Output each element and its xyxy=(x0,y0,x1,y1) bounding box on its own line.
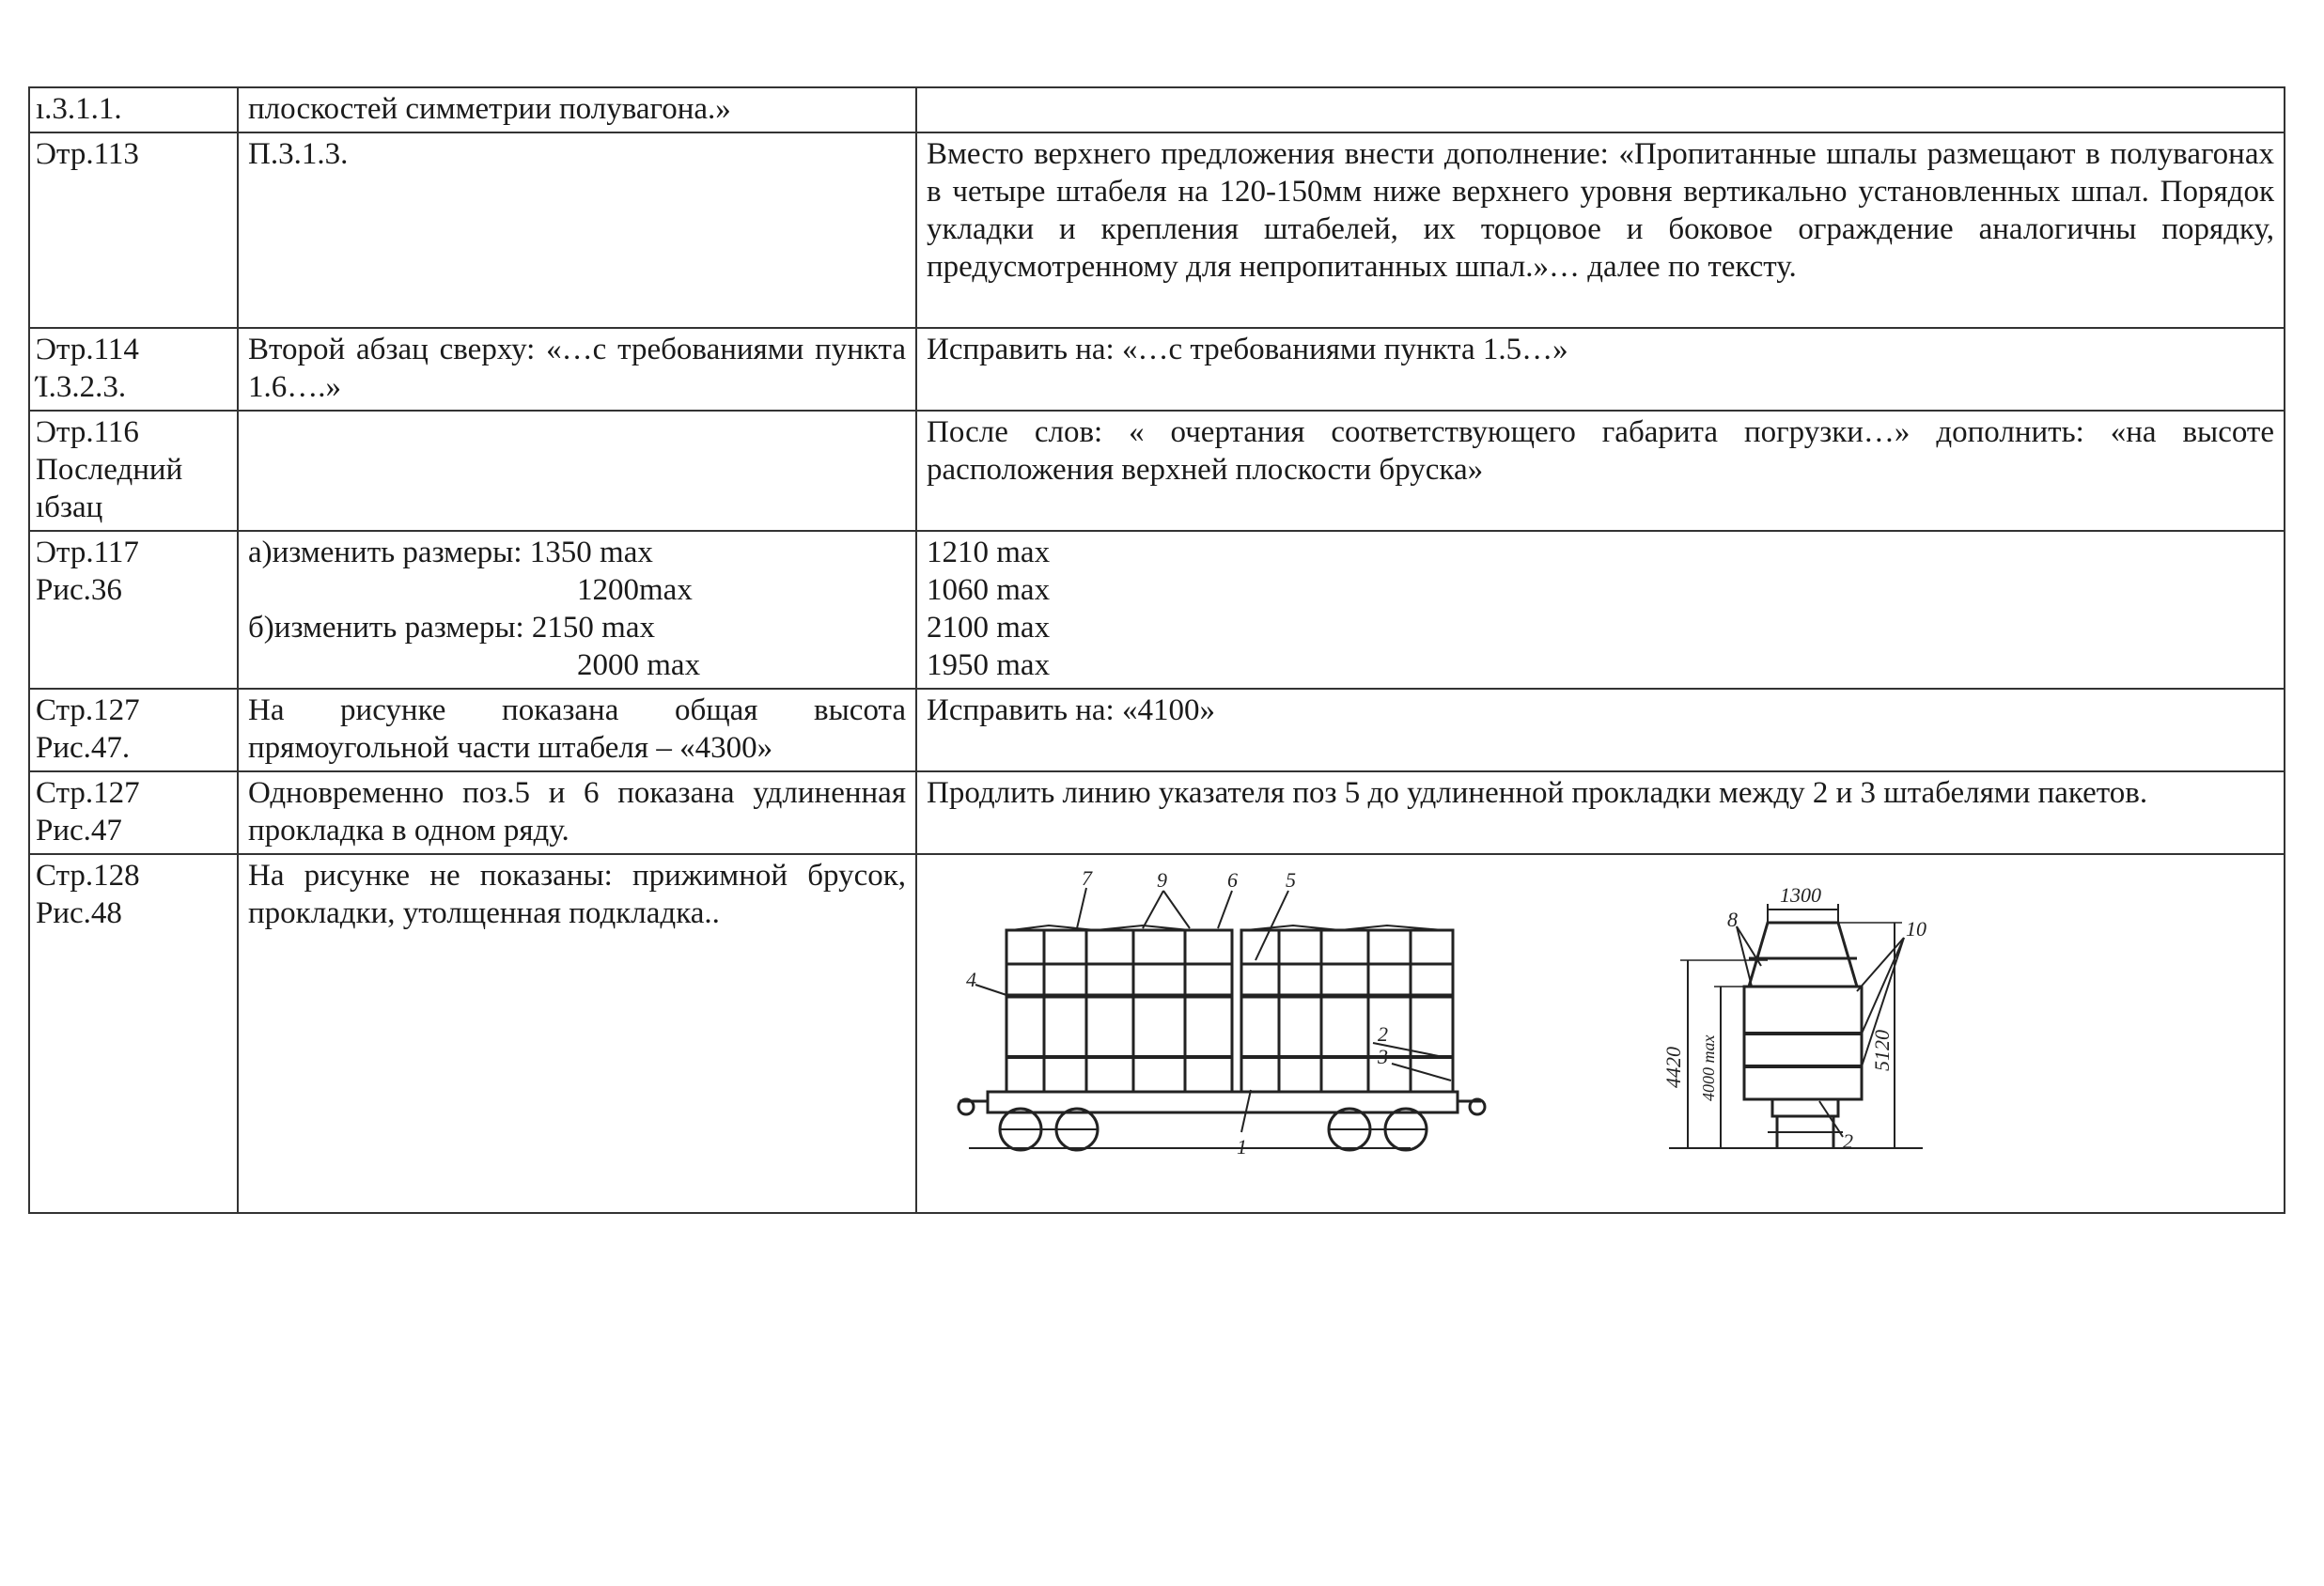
correction-cell xyxy=(916,87,2285,132)
location-cell xyxy=(238,771,916,854)
page-ref-cell xyxy=(29,689,238,771)
location-text: Одновременно поз.5 и 6 показана удлиненная прокладка в одном ряду. xyxy=(248,776,906,847)
table-row xyxy=(29,411,2285,531)
paragraph-ref-cont: ıбзац xyxy=(36,490,103,524)
new-size-4: 1950 max xyxy=(927,648,1051,682)
dimension-top-width: 1300 xyxy=(1780,883,1821,907)
figure-ref: Рис.47 xyxy=(36,814,122,847)
callout-8: 8 xyxy=(1727,908,1738,931)
figure-cell xyxy=(916,854,2285,1213)
table-row xyxy=(29,771,2285,854)
size-change-b: б)изменить размеры: 2150 max xyxy=(248,611,655,645)
table-row xyxy=(29,328,2285,411)
dimension-4420: 4420 xyxy=(1661,1047,1685,1088)
table-row xyxy=(29,132,2285,328)
callout-1: 1 xyxy=(1237,1135,1247,1158)
figure-ref: Рис.48 xyxy=(36,896,122,930)
page-ref: Стр.127 xyxy=(36,776,140,810)
table-row xyxy=(29,531,2285,689)
page-ref-cell xyxy=(29,87,238,132)
location-cell xyxy=(238,411,916,531)
location-text: На рисунке не показаны: прижимной брусок, прокладки, утолщенная подкладка.. xyxy=(248,859,906,930)
errata-table xyxy=(28,86,2285,1214)
location-cell xyxy=(238,854,916,1213)
correction-text: Исправить на: «…с требованиями пункта 1.5…» xyxy=(927,333,1568,366)
dimension-4000-max: 4000 max xyxy=(1699,1034,1718,1101)
location-cell xyxy=(238,328,916,411)
size-change-a-2: 1200max xyxy=(577,573,693,607)
page-ref: Ͻтр.113 xyxy=(36,137,139,171)
figure-ref: Рис.47. xyxy=(36,731,131,765)
callout-10: 10 xyxy=(1906,917,1926,941)
page-ref: ı.3.1.1. xyxy=(36,92,122,126)
location-text: плоскостей симметрии полувагона.» xyxy=(248,92,731,126)
railcar-drawing xyxy=(917,855,2285,1210)
correction-cell xyxy=(916,689,2285,771)
table-row xyxy=(29,87,2285,132)
callout-3: 3 xyxy=(1378,1045,1388,1068)
correction-text: Исправить на: «4100» xyxy=(927,693,1215,727)
size-change-a: а)изменить размеры: 1350 max xyxy=(248,536,653,569)
correction-cell xyxy=(916,771,2285,854)
page-ref-cell xyxy=(29,132,238,328)
page-ref-cell xyxy=(29,411,238,531)
location-cell xyxy=(238,87,916,132)
table-row xyxy=(29,689,2285,771)
page-ref-cell xyxy=(29,854,238,1213)
location-text: Второй абзац сверху: «…с требованиями пункта 1.6….» xyxy=(248,333,906,404)
page-ref-cell xyxy=(29,531,238,689)
callout-6: 6 xyxy=(1227,868,1238,892)
location-text: На рисунке показана общая высота прямоугольной части штабеля – «4300» xyxy=(248,693,906,765)
clause-ref: Ί.3.2.3. xyxy=(36,370,127,404)
page-ref: Стр.127 xyxy=(36,693,140,727)
location-text: П.3.1.3. xyxy=(248,137,349,171)
correction-text: Вместо верхнего предложения внести дополнение: «Пропитанные шпалы размещают в полувагонах в четыре штабеля на 120-150мм ниже верхнего уровня вертикально установленных шпал. Порядок укладки и крепления штабелей, их торцовое и боковое ограждение аналогичны порядку, предусмотренному для непропитанных шпал.»… далее по тексту. xyxy=(927,137,2274,284)
correction-cell xyxy=(916,411,2285,531)
table-row xyxy=(29,854,2285,1213)
callout-4: 4 xyxy=(966,968,976,991)
correction-cell xyxy=(916,328,2285,411)
page-ref: Ͻтр.114 xyxy=(36,333,139,366)
new-size-2: 1060 max xyxy=(927,573,1051,607)
callout-9: 9 xyxy=(1157,868,1167,892)
callout-5: 5 xyxy=(1286,868,1296,892)
callout-7: 7 xyxy=(1082,866,1092,890)
location-cell xyxy=(238,132,916,328)
page-ref: Стр.128 xyxy=(36,859,140,893)
dimension-5120: 5120 xyxy=(1870,1030,1894,1071)
side-view xyxy=(959,925,1485,1150)
correction-text: Продлить линию указателя поз 5 до удлиненной прокладки между 2 и 3 штабелями пакетов. xyxy=(927,776,2148,810)
page-ref: Ͻтр.116 xyxy=(36,415,139,449)
new-size-1: 1210 max xyxy=(927,536,1051,569)
page-ref-cell xyxy=(29,771,238,854)
location-cell xyxy=(238,689,916,771)
figure-ref: Рис.36 xyxy=(36,573,122,607)
correction-text: После слов: « очертания соответствующего габарита погрузки…» дополнить: «на высоте расположения верхней плоскости бруска» xyxy=(927,415,2274,487)
callout-2: 2 xyxy=(1378,1022,1388,1046)
paragraph-ref: Последний xyxy=(36,453,183,487)
callout-2-end: 2 xyxy=(1843,1129,1853,1153)
location-cell xyxy=(238,531,916,689)
correction-cell xyxy=(916,132,2285,328)
end-view xyxy=(1669,904,1923,1148)
size-change-b-2: 2000 max xyxy=(577,648,701,682)
page-ref: Ͻтр.117 xyxy=(36,536,139,569)
new-size-3: 2100 max xyxy=(927,611,1051,645)
page-ref-cell xyxy=(29,328,238,411)
correction-cell xyxy=(916,531,2285,689)
